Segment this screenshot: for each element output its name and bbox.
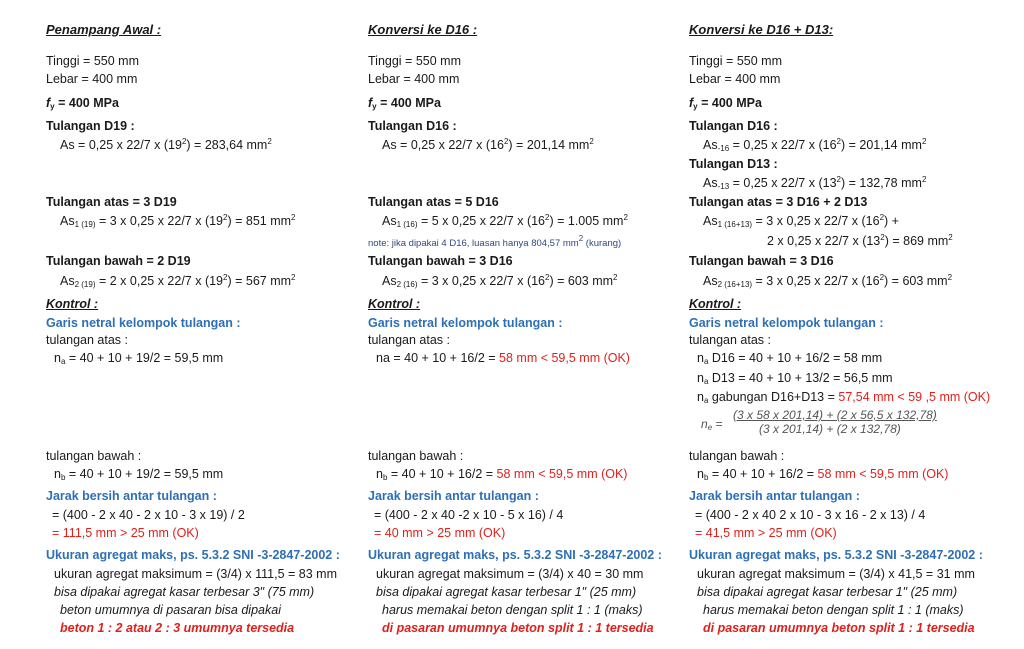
na-d16-equation: $n_a$ D16 = 40 + 10 + 16/2 = 58 mm — [697, 351, 883, 366]
tulangan-bawah-label: tulangan bawah : — [689, 449, 785, 463]
tulangan-bawah-heading: Tulangan bawah = 2 D19 — [46, 254, 191, 268]
note-text: note: jika dipakai 4 D16, luasan hanya 804,57 $mm^2$ (kurang) — [368, 234, 622, 249]
as-equation: As = 0,25 x 22/7 x $(16^2) = 201,14$ $mm^2$ — [382, 137, 594, 152]
as1-equation-line2: 2 x 0,25 x 22/7 x $(13^2) = 869$ $mm^2$ — [767, 233, 953, 248]
lebar-line: Lebar = 400 mm — [689, 72, 781, 86]
jarak-bersih-heading: Jarak bersih antar tulangan : — [46, 489, 217, 503]
jarak-bersih-heading: Jarak bersih antar tulangan : — [368, 489, 539, 503]
section-title: Penampang Awal : — [46, 22, 162, 37]
ukuran-equation: ukuran agregat maksimum = (3/4) x 40 = 30 mm — [376, 567, 644, 581]
ukuran-agregat-heading: Ukuran agregat maks, ps. 5.3.2 SNI -3-2847-2002 : — [46, 548, 340, 562]
as2-equation: $As_{2 (16+13)} = 3$ x 0,25 x 22/7 x $(16^2) = 603$ $mm^2$ — [703, 273, 953, 289]
fraction-lhs: $n_e$ = — [701, 417, 723, 432]
kontrol-heading: Kontrol : — [689, 297, 742, 311]
beton-tersedia-text: beton 1 : 2 atau 2 : 3 umumnya tersedia — [60, 621, 295, 635]
na-equation: na = 40 + 10 + 16/2 = 58 mm < 59,5 mm (OK) — [376, 351, 630, 365]
jarak-equation: = (400 - 2 x 40 2 x 10 - 3 x 16 - 2 x 13) / 4 — [695, 508, 926, 522]
na-d13-equation: $n_a$ D13 = 40 + 10 + 13/2 = 56,5 mm — [697, 371, 893, 386]
as13-equation: $As_{-13} = 0,25$ x 22/7 x $(13^2) = 132,78$ $mm^2$ — [703, 175, 927, 191]
fy-line: $f_y = 400$ MPa — [368, 96, 441, 111]
tulangan-atas-heading: Tulangan atas = 5 D16 — [368, 195, 499, 209]
jarak-result: = 111,5 mm > 25 mm (OK) — [52, 526, 199, 540]
tinggi-line: Tinggi = 550 mm — [368, 54, 461, 68]
bisa-dipakai-text: bisa dipakai agregat kasar terbesar 1" (25 mm) — [697, 585, 958, 599]
column-konversi-d16 — [368, 0, 698, 649]
tulangan-atas-heading: Tulangan atas = 3 D16 + 2 D13 — [689, 195, 868, 209]
fy-line: $f_y = 400$ MPa — [46, 96, 119, 111]
tinggi-line: Tinggi = 550 mm — [46, 54, 139, 68]
as-equation: As = 0,25 x 22/7 x $(19^2) = 283,64$ $mm^2$ — [60, 137, 272, 152]
tulangan-bawah-label: tulangan bawah : — [46, 449, 142, 463]
fy-line: $f_y = 400$ MPa — [689, 96, 762, 111]
lebar-line: Lebar = 400 mm — [46, 72, 138, 86]
tulangan-atas-label: tulangan atas : — [689, 333, 772, 347]
jarak-equation: = (400 - 2 x 40 -2 x 10 - 5 x 16) / 4 — [374, 508, 564, 522]
tulangan-atas-heading: Tulangan atas = 3 D19 — [46, 195, 177, 209]
na-equation: $n_a = 40 + 10 + 19/2 = 59,5$ mm — [54, 351, 224, 366]
nb-equation: $n_b = 40 + 10 + 16/2 = 58$ mm < 59,5 mm (OK) — [376, 467, 628, 482]
tulangan-bawah-label: tulangan bawah : — [368, 449, 464, 463]
tinggi-line: Tinggi = 550 mm — [689, 54, 782, 68]
ukuran-agregat-heading: Ukuran agregat maks, ps. 5.3.2 SNI -3-2847-2002 : — [689, 548, 983, 562]
ukuran-equation: ukuran agregat maksimum = (3/4) x 111,5 = 83 mm — [54, 567, 337, 581]
beton-split-text: harus memakai beton dengan split 1 : 1 (maks) — [382, 603, 643, 617]
fraction-numerator: (3 x 58 x 201,14) + (2 x 56,5 x 132,78) — [733, 408, 937, 422]
column-konversi-d16-d13 — [689, 0, 1019, 649]
jarak-equation: = (400 - 2 x 40 - 2 x 10 - 3 x 19) / 2 — [52, 508, 245, 522]
beton-tersedia-text: di pasaran umumnya beton split 1 : 1 tersedia — [382, 621, 654, 635]
beton-split-text: harus memakai beton dengan split 1 : 1 (maks) — [703, 603, 964, 617]
tulangan-d16-heading: Tulangan D16 : — [689, 119, 778, 133]
as16-equation: $As_{-16} = 0,25$ x 22/7 x $(16^2) = 201,14$ $mm^2$ — [703, 137, 927, 153]
as2-equation: $As_{2 (16)} = 3$ x 0,25 x 22/7 x $(16^2) = 603$ $mm^2$ — [382, 273, 618, 289]
garis-netral-heading: Garis netral kelompok tulangan : — [368, 316, 563, 330]
jarak-bersih-heading: Jarak bersih antar tulangan : — [689, 489, 860, 503]
fraction-denominator: (3 x 201,14) + (2 x 132,78) — [759, 422, 901, 436]
column-penampang-awal — [46, 0, 376, 649]
bisa-dipakai-text: bisa dipakai agregat kasar terbesar 3" (75 mm) — [54, 585, 315, 599]
as2-equation: $As_{2 (19)} = 2$ x 0,25 x 22/7 x $(19^2) = 567$ $mm^2$ — [60, 273, 296, 289]
jarak-result: = 40 mm > 25 mm (OK) — [374, 526, 506, 540]
lebar-line: Lebar = 400 mm — [368, 72, 460, 86]
section-title: Konversi ke D16 + D13: — [689, 22, 834, 37]
garis-netral-heading: Garis netral kelompok tulangan : — [689, 316, 884, 330]
beton-pasaran-text: beton umumnya di pasaran bisa dipakai — [60, 603, 281, 617]
na-fraction — [701, 408, 937, 436]
tulangan-heading: Tulangan D19 : — [46, 119, 135, 133]
nb-equation: $n_b = 40 + 10 + 16/2 = 58$ mm < 59,5 mm (OK) — [697, 467, 949, 482]
kontrol-heading: Kontrol : — [46, 297, 99, 311]
bisa-dipakai-text: bisa dipakai agregat kasar terbesar 1" (25 mm) — [376, 585, 637, 599]
tulangan-atas-label: tulangan atas : — [46, 333, 129, 347]
as1-equation: $As_{1 (16+13)} = 3$ x 0,25 x 22/7 x $(16^2)$ + — [703, 213, 899, 229]
section-title: Konversi ke D16 : — [368, 22, 478, 37]
ukuran-agregat-heading: Ukuran agregat maks, ps. 5.3.2 SNI -3-2847-2002 : — [368, 548, 662, 562]
as1-equation: $As_{1 (16)} = 5$ x 0,25 x 22/7 x $(16^2) = 1.005$ $mm^2$ — [382, 213, 628, 229]
jarak-result: = 41,5 mm > 25 mm (OK) — [695, 526, 837, 540]
nb-equation: $n_b = 40 + 10 + 19/2 = 59,5$ mm — [54, 467, 224, 482]
tulangan-atas-label: tulangan atas : — [368, 333, 451, 347]
kontrol-heading: Kontrol : — [368, 297, 421, 311]
tulangan-d13-heading: Tulangan D13 : — [689, 157, 778, 171]
ukuran-equation: ukuran agregat maksimum = (3/4) x 41,5 = 31 mm — [697, 567, 975, 581]
na-gabungan-equation: $n_a$ gabungan D16+D13 = 57,54 mm < 59 ,5 mm (OK) — [697, 390, 991, 405]
tulangan-bawah-heading: Tulangan bawah = 3 D16 — [368, 254, 513, 268]
as1-equation: $As_{1 (19)} = 3$ x 0,25 x 22/7 x $(19^2) = 851$ $mm^2$ — [60, 213, 296, 229]
beton-tersedia-text: di pasaran umumnya beton split 1 : 1 tersedia — [703, 621, 975, 635]
garis-netral-heading: Garis netral kelompok tulangan : — [46, 316, 241, 330]
tulangan-bawah-heading: Tulangan bawah = 3 D16 — [689, 254, 834, 268]
tulangan-heading: Tulangan D16 : — [368, 119, 457, 133]
